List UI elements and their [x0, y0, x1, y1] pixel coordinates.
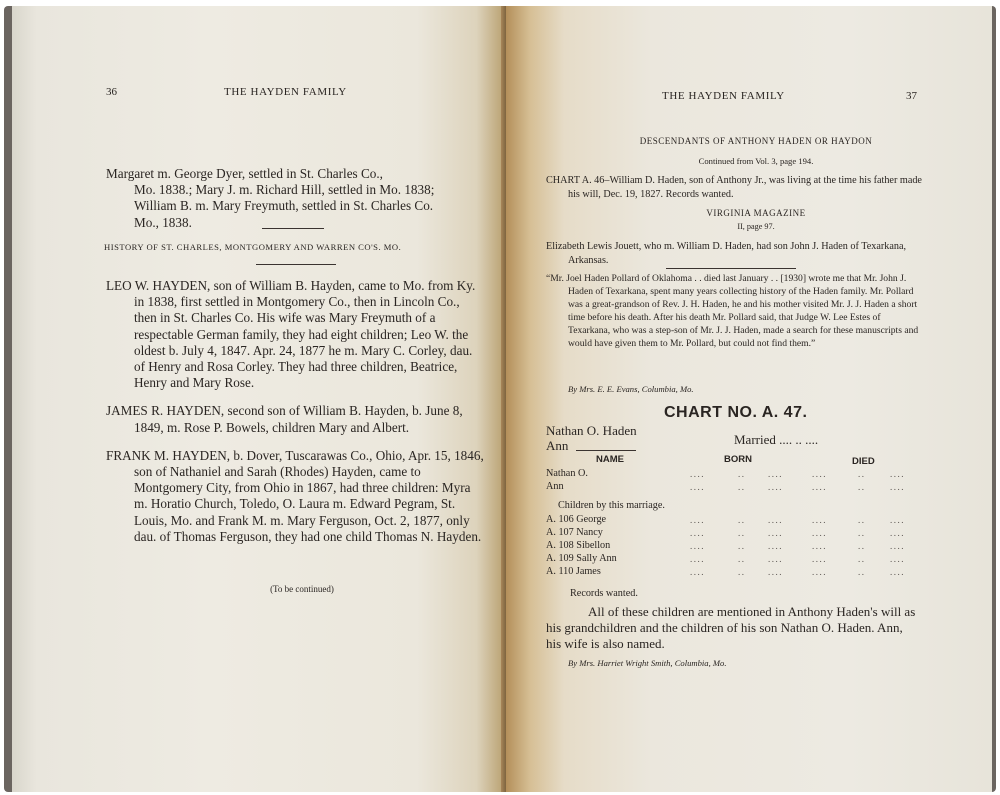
- right-page: [506, 6, 992, 792]
- blank-date-placeholder: ....: [768, 567, 783, 577]
- elizabeth-text: Elizabeth Lewis Jouett, who m. William D. Haden, had son John J. Haden of Texarkana, Arkansas.: [546, 241, 907, 266]
- blank-date-placeholder: ....: [890, 515, 905, 525]
- divider: [256, 264, 336, 265]
- married-label: Married .... .. ....: [734, 432, 819, 447]
- intro-text: [106, 166, 486, 231]
- blank-date-placeholder: ....: [690, 482, 705, 492]
- credit-evans: By Mrs. E. E. Evans, Columbia, Mo.: [568, 384, 694, 394]
- page-number: 37: [906, 90, 917, 102]
- blank-date-placeholder: ....: [890, 541, 905, 551]
- child-row: A. 109 Sally Ann: [546, 553, 617, 564]
- chart-a46: [546, 174, 926, 201]
- blank-date-placeholder: ....: [768, 554, 783, 564]
- blank-date-placeholder: ....: [890, 567, 905, 577]
- intro-line: Mo. 1838.; Mary J. m. Richard Hill, settled in Mo. 1838;: [134, 182, 435, 198]
- col-died: DIED: [852, 456, 875, 467]
- blank-date-placeholder: ....: [812, 567, 827, 577]
- blank-date-placeholder: ..: [858, 567, 866, 577]
- blank-date-placeholder: ....: [768, 541, 783, 551]
- blank-date-placeholder: ....: [690, 554, 705, 564]
- book-spread: [4, 6, 996, 792]
- blank-date-placeholder: ..: [738, 515, 746, 525]
- blank-date-placeholder: ....: [768, 482, 783, 492]
- children-label: Children by this marriage.: [558, 500, 665, 511]
- blank-date-placeholder: ....: [812, 541, 827, 551]
- blank-date-placeholder: ....: [890, 528, 905, 538]
- running-head: THE HAYDEN FAMILY: [662, 90, 785, 102]
- blank-date-placeholder: ....: [768, 528, 783, 538]
- blank-date-placeholder: ....: [812, 469, 827, 479]
- blank-date-placeholder: ....: [768, 515, 783, 525]
- continued-note: (To be continued): [270, 584, 334, 594]
- col-name: NAME: [596, 454, 624, 465]
- pollard-text: “Mr. Joel Haden Pollard of Oklahoma . . died last January . . [1930] wrote me that Mr. John J. Haden of Texarkana, spent many years collecting history of the Haden family. Mr. Pollard was a great-grandson of Rev. J. H. Haden, he and his mother visited Mr. J. J. Haden a short time before his death. After his death Mr. Pollard said, that Judge W. Lee Estes of Texarkana, who was a step-son of Mr. J. J. Haden, made a search for these manuscripts and would have given them to Mr. Pollard, but could not find them.”: [546, 273, 919, 349]
- child-row: A. 107 Nancy: [546, 527, 603, 538]
- blank-date-placeholder: ....: [812, 528, 827, 538]
- child-row: A. 108 Sibellon: [546, 540, 611, 551]
- divider: [262, 228, 324, 229]
- blank-date-placeholder: ....: [812, 482, 827, 492]
- virginia-magazine: VIRGINIA MAGAZINE: [706, 208, 806, 218]
- blank-date-placeholder: ....: [812, 554, 827, 564]
- left-page: [12, 6, 506, 792]
- blank-date-placeholder: ....: [690, 515, 705, 525]
- blank-date-placeholder: ....: [690, 528, 705, 538]
- divider: [576, 450, 636, 451]
- records-wanted: Records wanted.: [570, 588, 638, 599]
- chart-title: CHART NO. A. 47.: [664, 404, 808, 421]
- blank-date-placeholder: ....: [890, 482, 905, 492]
- blank-date-placeholder: ....: [890, 469, 905, 479]
- parent-row: Nathan O.: [546, 468, 588, 479]
- blank-date-placeholder: ....: [690, 567, 705, 577]
- blank-date-placeholder: ..: [858, 554, 866, 564]
- blank-date-placeholder: ..: [738, 469, 746, 479]
- leo-paragraph: LEO W. HAYDEN, son of William B. Hayden, came to Mo. from Ky. in 1838, first settled in Montgomery Co., then in Lincoln Co., then in St. Charles Co. His wife was Mary Freymuth of a respectable German family, they had eight children; Leo W. the oldest b. July 4, 1847. Apr. 24, 1877 he m. Mary C. Corley, dau. of Henry and Rosa Corley. They had three children, Beatrice, Henry and Mary Rose.: [106, 278, 476, 391]
- closing-paragraph: All of these children are mentioned in Anthony Haden's will as his grandchildren and the children of his son Nathan O. Haden. Ann, his wife is also named.: [546, 604, 916, 651]
- frank-paragraph: FRANK M. HAYDEN, b. Dover, Tuscarawas Co., Ohio, Apr. 15, 1846, son of Nathaniel and Sarah (Rhodes) Hayden, came to Montgomery City, from Ohio in 1867, had three children: Myra m. Horatio Church, Toledo, O. Laura m. Edward Pegram, St. Louis, Mo. and Frank M. m. Mary Ferguson, Oct. 2, 1877, only dau. of Thomas Ferguson, they had one child Thomas N. Hayden.: [106, 447, 484, 544]
- james-paragraph: JAMES R. HAYDEN, second son of William B. Hayden, b. June 8, 1849, m. Rose P. Bowels, children Mary and Albert.: [106, 403, 463, 435]
- blank-date-placeholder: ..: [738, 541, 746, 551]
- child-row: A. 106 George: [546, 514, 607, 525]
- husband-name: Nathan O. Haden: [546, 423, 637, 438]
- col-born: BORN: [724, 454, 752, 465]
- section-heading: HISTORY OF ST. CHARLES, MONTGOMERY AND WARREN CO'S. MO.: [104, 242, 402, 252]
- blank-date-placeholder: ....: [890, 554, 905, 564]
- paragraphs: [106, 278, 484, 545]
- running-head: THE HAYDEN FAMILY: [224, 86, 347, 98]
- blank-date-placeholder: ..: [858, 482, 866, 492]
- page-number: 36: [106, 86, 117, 98]
- chart-a46-text: CHART A. 46–William D. Haden, son of Anthony Jr., was living at the time his father made his will, Dec. 19, 1827. Records wanted.: [546, 175, 922, 200]
- elizabeth-entry: [546, 240, 926, 267]
- blank-date-placeholder: ....: [768, 469, 783, 479]
- blank-date-placeholder: ....: [812, 515, 827, 525]
- blank-date-placeholder: ..: [858, 541, 866, 551]
- virginia-page: II, page 97.: [737, 222, 775, 231]
- divider: [666, 268, 796, 269]
- blank-date-placeholder: ..: [858, 515, 866, 525]
- blank-date-placeholder: ....: [690, 541, 705, 551]
- parent-row: Ann: [546, 481, 564, 492]
- blank-date-placeholder: ..: [858, 528, 866, 538]
- wife-name: Ann: [546, 438, 569, 453]
- pollard-quote: [546, 272, 922, 350]
- blank-date-placeholder: ..: [738, 554, 746, 564]
- child-row: A. 110 James: [546, 566, 601, 577]
- descendants-heading: DESCENDANTS OF ANTHONY HADEN OR HAYDON: [639, 136, 873, 146]
- intro-line: William B. m. Mary Freymuth, settled in St. Charles Co.: [134, 198, 434, 214]
- intro-line: Margaret m. George Dyer, settled in St. Charles Co.,: [106, 166, 383, 181]
- blank-date-placeholder: ..: [738, 528, 746, 538]
- continued-from: Continued from Vol. 3, page 194.: [698, 156, 814, 166]
- credit-smith: By Mrs. Harriet Wright Smith, Columbia, Mo.: [568, 658, 727, 668]
- blank-date-placeholder: ....: [690, 469, 705, 479]
- intro-line: Mo., 1838.: [134, 214, 192, 230]
- blank-date-placeholder: ..: [738, 567, 746, 577]
- blank-date-placeholder: ..: [738, 482, 746, 492]
- blank-date-placeholder: ..: [858, 469, 866, 479]
